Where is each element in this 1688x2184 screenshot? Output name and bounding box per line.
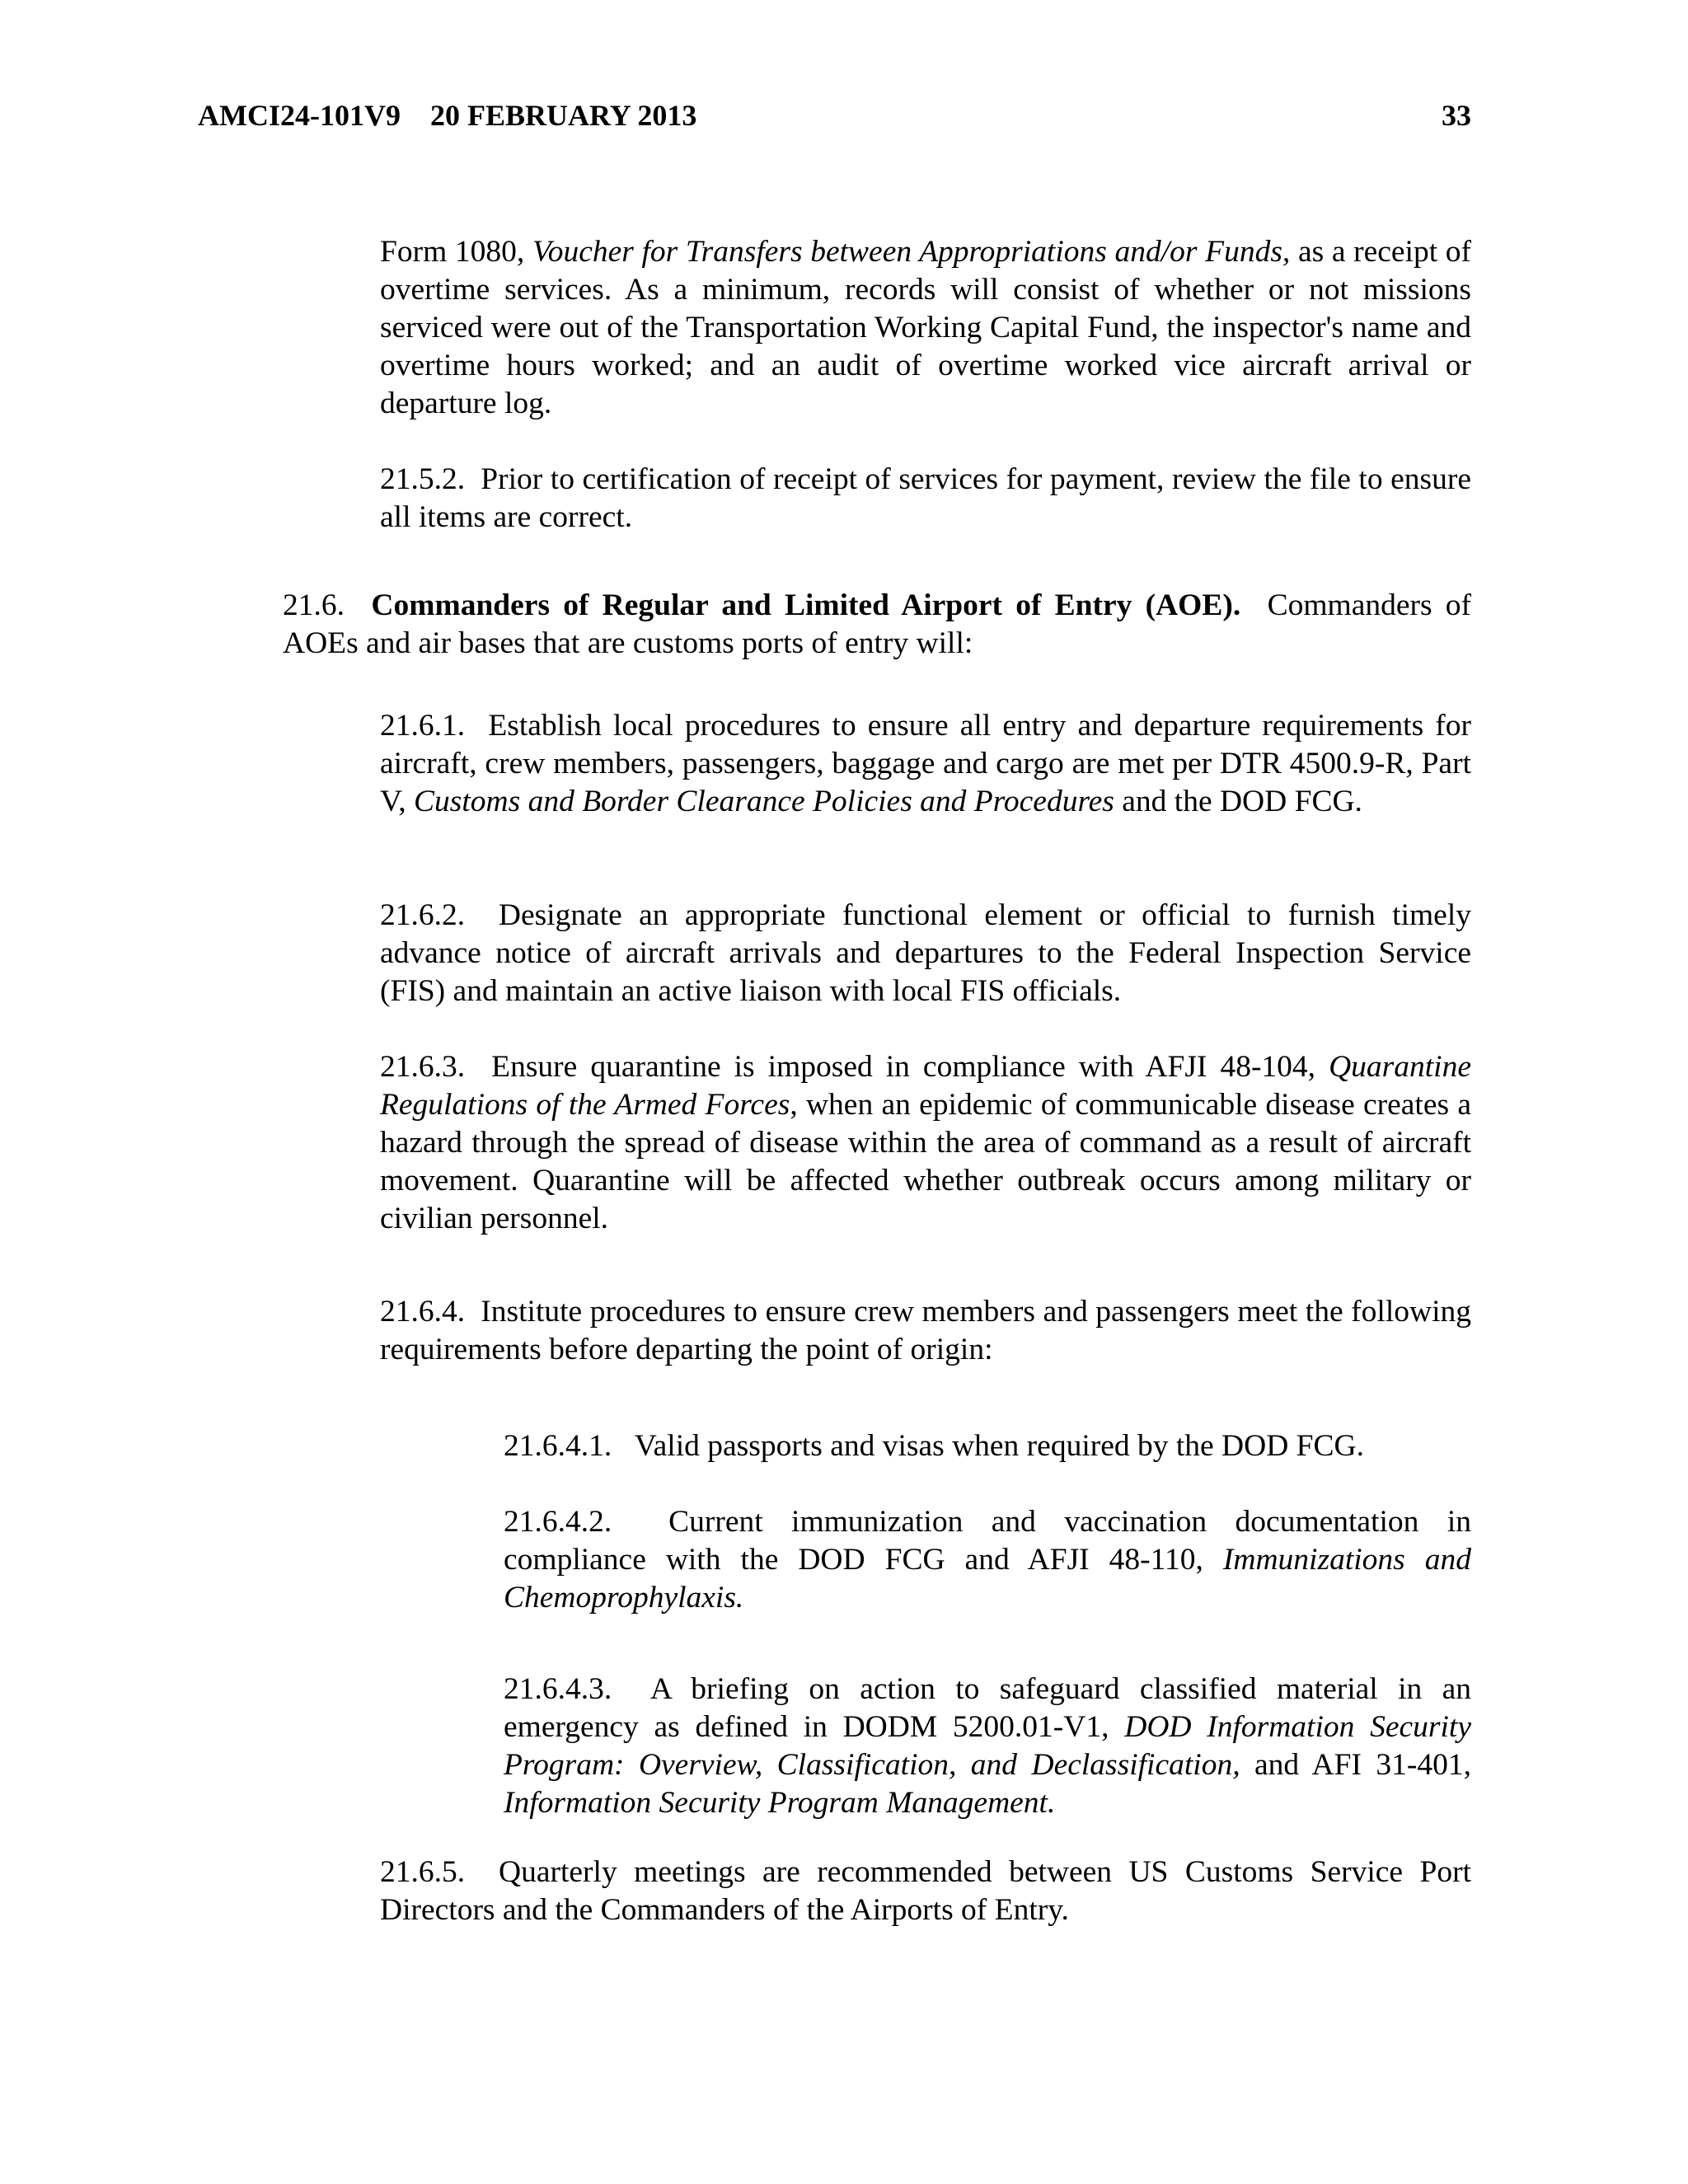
paragraph-21-6-3: 21.6.3. Ensure quarantine is imposed in compliance with AFJI 48-104, Quarantine Regulations of the Armed Forces, when an epidemic of communicable disease creates a hazard through the spread of disease within the area of command as a result of aircraft movement. Quarantine will be affected whether outbreak occurs among military or civilian personnel. — [380, 1050, 1472, 1235]
paragraph-21-6: 21.6. Commanders of Regular and Limited Airport of Entry (AOE). Commanders of AOEs and air bases that are customs ports of entry will: — [283, 588, 1472, 660]
page-number: 33 — [1442, 99, 1471, 132]
paragraph-number: 21.6.4.2. — [504, 1505, 612, 1539]
reference-title: Quarantine Regulations of the Armed Forces — [380, 1050, 1471, 1122]
reference-title: DOD Information Security Program: Overview, Classification, and Declassification, — [504, 1710, 1471, 1782]
paragraph-21-6-2: 21.6.2. Designate an appropriate functional element or official to furnish timely advance notice of aircraft arrivals and departures to the Federal Inspection Service (FIS) and maintain an active liaison with local FIS officials. — [380, 898, 1471, 1008]
paragraph-number: 21.6.5. — [380, 1855, 466, 1889]
paragraph-number: 21.6.1. — [380, 709, 466, 743]
header-doc-info — [198, 96, 696, 134]
paragraph-number: 21.6.2. — [380, 898, 466, 932]
paragraph-continuation: Form 1080, Voucher for Transfers between Appropriations and/or Funds, as a receipt of overtime services. As a minimum, records will consist of whether or not missions serviced were out of the Transportation Working Capital Fund, the inspector's name and overtime hours worked; and an audit of overtime worked vice aircraft arrival or departure log. — [380, 235, 1471, 420]
doc-id: AMCI24-101V9 — [198, 99, 401, 132]
paragraph-number: 21.6.4.1. — [504, 1429, 612, 1463]
paragraph-21-6-4-1: 21.6.4.1. Valid passports and visas when required by the DOD FCG. — [504, 1429, 1364, 1463]
paragraph-number: 21.6.3. — [380, 1050, 466, 1084]
section-title: Commanders of Regular and Limited Airport of Entry (AOE). — [371, 588, 1241, 622]
paragraph-number: 21.6.4.3. — [504, 1672, 612, 1706]
reference-title: Customs and Border Clearance Policies and Procedures — [414, 785, 1114, 818]
reference-title: Immunizations and Chemoprophylaxis. — [504, 1543, 1472, 1615]
paragraph-21-6-4: 21.6.4. Institute procedures to ensure crew members and passengers meet the following requirements before departing the point of origin: — [380, 1295, 1471, 1366]
paragraph-21-6-4-3: 21.6.4.3. A briefing on action to safeguard classified material in an emergency as defined in DODM 5200.01-V1, DOD Information Security Program: Overview, Classification, and Declassification, and AFI 31-401, Information Security Program Management. — [504, 1672, 1471, 1820]
paragraph-21-6-5: 21.6.5. Quarterly meetings are recommended between US Customs Service Port Directors and the Commanders of the Airports of Entry. — [380, 1855, 1471, 1927]
paragraph-21-6-4-2: 21.6.4.2. Current immunization and vaccination documentation in compliance with the DOD FCG and AFJI 48-110, Immunizations and Chemoprophylaxis. — [504, 1505, 1472, 1615]
doc-date: 20 FEBRUARY 2013 — [429, 99, 697, 132]
reference-title: Information Security Program Management. — [504, 1786, 1056, 1820]
paragraph-number: 21.5.2. — [380, 462, 466, 496]
paragraph-21-5-2: 21.5.2. Prior to certification of receipt of services for payment, review the file to ensure all items are correct. — [380, 462, 1472, 534]
paragraph-number: 21.6.4. — [380, 1295, 466, 1329]
paragraph-number: 21.6. — [283, 588, 345, 622]
paragraph-21-6-1: 21.6.1. Establish local procedures to ensure all entry and departure requirements for aircraft, crew members, passengers, baggage and cargo are met per DTR 4500.9-R, Part V, Customs and Border Clearance Policies and Procedures and the DOD FCG. — [380, 709, 1471, 818]
form-title: Voucher for Transfers between Appropriations and/or Funds, — [532, 235, 1291, 269]
